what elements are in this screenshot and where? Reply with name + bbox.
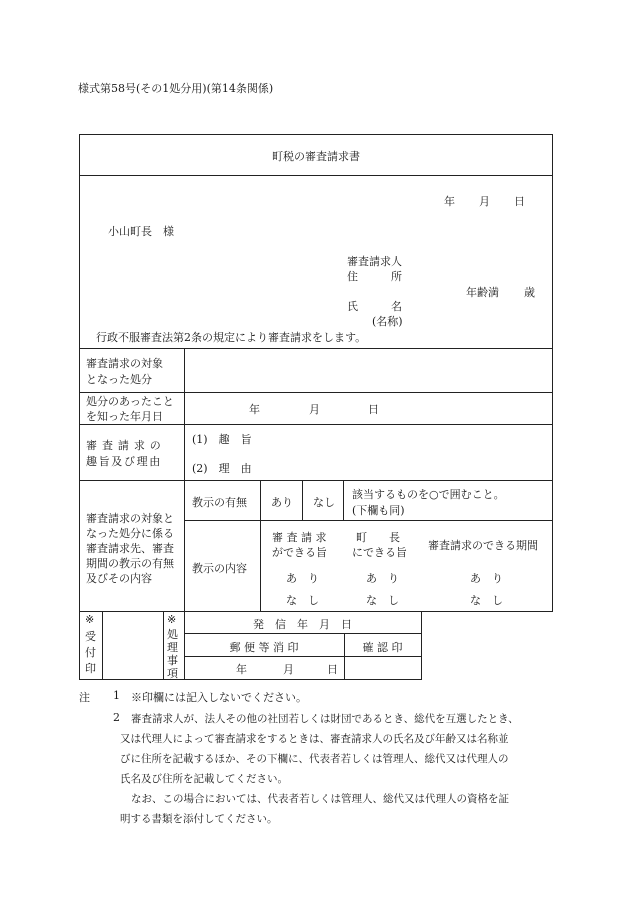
rule-presence-col <box>302 480 303 520</box>
instruction-label-2: なった処分に係る <box>86 527 174 540</box>
office-year: 年 <box>236 663 247 676</box>
col1-no: な し <box>286 594 319 607</box>
instruction-label-1: 審査請求の対象と <box>86 512 174 525</box>
instruction-label-3: 審査請求先、審査 <box>86 542 174 555</box>
note-2-line-4: 氏名及び住所を記載してください。 <box>120 773 288 785</box>
purpose-label-2: 趣旨及び理由 <box>86 455 162 468</box>
date-year-label: 年 <box>444 195 455 208</box>
statement: 行政不服審査法第2条の規定により審査請求をします。 <box>96 331 367 344</box>
note-1-num: 1 <box>113 689 120 702</box>
target-label-2: となった処分 <box>86 373 152 386</box>
process-mark: ※ <box>167 613 177 626</box>
instruction-label-4: 期間の教示の有無 <box>86 557 174 570</box>
confirm-seal-label: 確 認 印 <box>362 641 403 654</box>
note-2-line-2: 又は代理人によって審査請求をするときは、審査請求人の氏名及び年齢又は名称並 <box>120 733 509 745</box>
office-day: 日 <box>327 663 338 676</box>
rule-statement <box>79 348 553 349</box>
rule-office-1 <box>102 611 103 680</box>
requester-age-label: 年齢満 <box>466 286 499 299</box>
content-label: 教示の内容 <box>192 562 247 575</box>
note-2-line-3: びに住所を記載するほか、その下欄に、代表者若しくは管理人、総代又は代理人の <box>120 753 509 765</box>
note-1: ※印欄には記入しないでください。 <box>131 691 307 704</box>
border-top <box>79 134 553 135</box>
col1-yes: あ り <box>286 572 319 585</box>
process-char-2: 理 <box>167 641 178 654</box>
col3-no: な し <box>470 594 503 607</box>
received-char-1: 受 <box>85 630 96 643</box>
instruction-label-5: 及びその内容 <box>86 572 152 585</box>
process-char-1: 処 <box>167 628 178 641</box>
postmark-label: 郵 便 等 消 印 <box>229 641 299 654</box>
col1-head-1: 審 査 請 求 <box>272 531 327 544</box>
circle-note-sub: (下欄も同) <box>352 504 405 517</box>
border-right-office <box>421 611 422 680</box>
rule-instruction-sub <box>184 520 553 521</box>
col2-no: な し <box>366 594 399 607</box>
purpose-label-1: 審査請求の <box>86 439 166 452</box>
presence-label: 教示の有無 <box>192 496 247 509</box>
send-date-label: 発 信 年 月 日 <box>253 618 352 631</box>
known-date-year: 年 <box>249 403 260 416</box>
note-3-line-1: なお、この場合においては、代表者若しくは管理人、総代又は代理人の資格を証 <box>131 793 509 805</box>
date-month-label: 月 <box>479 195 490 208</box>
notes-prefix: 注 <box>79 691 90 704</box>
border-bottom <box>79 679 422 680</box>
known-date-label-2: を知った年月日 <box>86 410 163 423</box>
circle-note: 該当するものを○で囲むこと。 <box>352 488 505 501</box>
requester-name-label: 氏 名 <box>347 300 402 313</box>
addressee: 小山町長 様 <box>108 225 174 238</box>
process-char-4: 項 <box>167 667 178 680</box>
rule-instruction-col1 <box>260 480 261 611</box>
note-3-line-2: 明する書類を添付してください。 <box>120 813 278 825</box>
rule-office-h2 <box>184 656 421 657</box>
date-day-label: 日 <box>514 195 525 208</box>
presence-yes: あり <box>271 496 293 509</box>
rule-instruction <box>79 611 553 612</box>
note-2-line-1: 審査請求人が、法人その他の社団若しくは財団であるとき、総代を互選したとき、 <box>131 713 519 725</box>
purpose-item-1: (1) 趣 旨 <box>192 433 252 446</box>
border-left <box>79 134 80 680</box>
target-label-1: 審査請求の対象 <box>86 357 163 370</box>
known-date-label-1: 処分のあったこと <box>86 395 174 408</box>
form-number: 様式第58号(その1処分用)(第14条関係) <box>78 82 274 95</box>
note-2-num: 2 <box>113 711 120 724</box>
received-char-3: 印 <box>85 662 96 675</box>
col3-head: 審査請求のできる期間 <box>428 539 538 552</box>
col2-head-2: にできる旨 <box>352 546 407 559</box>
requester-age-unit: 歳 <box>524 286 535 299</box>
rule-presence-col2 <box>343 480 344 520</box>
rule-label-col <box>184 348 185 611</box>
rule-office-2 <box>163 611 164 680</box>
purpose-item-2: (2) 理 由 <box>192 462 252 475</box>
rule-date <box>79 424 553 425</box>
form-title: 町税の審査請求書 <box>272 150 360 163</box>
col3-yes: あ り <box>470 572 503 585</box>
col2-yes: あ り <box>366 572 399 585</box>
requester-name-sub: (名称) <box>372 315 403 328</box>
office-month: 月 <box>283 663 294 676</box>
col2-head-1: 町 長 <box>356 531 400 544</box>
received-mark: ※ <box>85 613 95 626</box>
requester-address-label: 住 所 <box>347 270 402 283</box>
known-date-month: 月 <box>309 403 320 416</box>
process-char-3: 事 <box>167 654 178 667</box>
border-right <box>552 134 553 611</box>
presence-no: なし <box>313 496 335 509</box>
received-char-2: 付 <box>85 646 96 659</box>
rule-office-h1 <box>184 633 421 634</box>
rule-title <box>79 175 553 176</box>
rule-purpose <box>79 480 553 481</box>
known-date-day: 日 <box>368 403 379 416</box>
requester-label: 審査請求人 <box>347 255 402 268</box>
col1-head-2: ができる旨 <box>272 546 327 559</box>
